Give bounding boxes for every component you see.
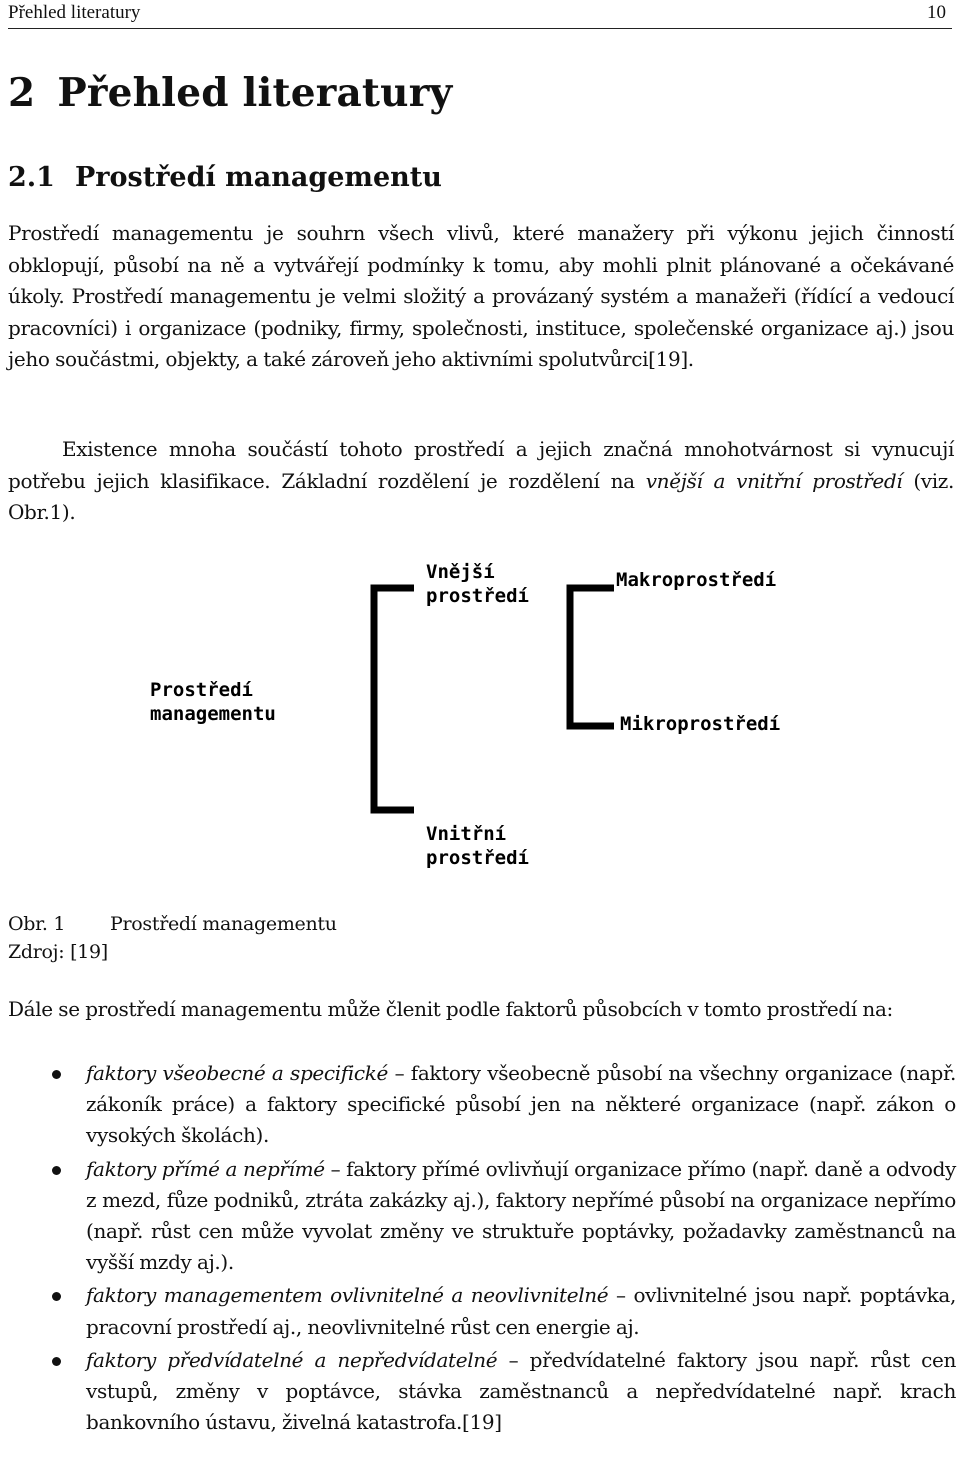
factor-lead: faktory všeobecné a specifické <box>86 1061 389 1085</box>
paragraph-definition: Prostředí managementu je souhrn všech vlivů, které manažery při výkonu jejich činností obklopují, působí na ně a vytvářejí podmínky k tomu, aby mohli plnit plánované a očekávané úkoly. Prostředí managementu je velmi složitý a provázaný systém a manažeři (řídící a vedoucí pracovníci) i organizace (podniky, firmy, společnosti, instituce, společenské organizace aj.) jsou jeho součástmi, objekty, a také zároveň jeho aktivními spolutvůrci[19]. <box>8 221 954 371</box>
paragraph-classification-end: (viz. Obr.1). <box>8 468 954 524</box>
bullet-icon <box>52 1357 61 1366</box>
paragraph-factors-intro: Dále se prostředí managementu může členit podle faktorů působcích v tomto prostředí na: <box>8 997 893 1021</box>
factors-list <box>0 1058 956 1438</box>
bracket-right <box>570 588 614 726</box>
bullet-icon <box>52 1166 61 1175</box>
list-item <box>0 1154 956 1279</box>
section-heading <box>8 160 442 196</box>
factor-text: – ovlivnitelné jsou např. poptávka, pracovní prostředí aj., neovlivnitelné růst cen energie aj. <box>86 1283 956 1339</box>
figure-caption <box>8 910 337 966</box>
list-item <box>0 1280 956 1342</box>
factor-text: – faktory všeobecně působí na všechny organizace (např. zákoník práce) a faktory specifické působí jen na některé organizace (např. zákon o vysokých školách). <box>86 1061 956 1148</box>
bracket-left <box>374 588 414 810</box>
caption-text: Prostředí managementu <box>110 913 337 935</box>
list-item <box>0 1058 956 1152</box>
chapter-heading <box>8 68 452 118</box>
bullet-icon <box>52 1292 61 1301</box>
running-head <box>8 0 952 29</box>
page-number: 10 <box>927 2 946 23</box>
factor-lead: faktory přímé a nepřímé <box>86 1156 325 1181</box>
caption-source: Zdroj: [19] <box>8 941 108 963</box>
chapter-title: Přehled literatury <box>57 70 453 116</box>
caption-number: Obr. 1 <box>8 913 66 935</box>
section-title: Prostředí managementu <box>74 162 442 193</box>
paragraph-classification-emphasis: vnější a vnitřní prostředí <box>645 468 903 493</box>
label-micro-environment: Mikroprostředí <box>620 713 781 735</box>
running-head-title: Přehled literatury <box>8 2 141 23</box>
label-internal-environment: Vnitřní prostředí <box>426 823 529 869</box>
factor-text: – předvídatelné faktory jsou např. růst cen vstupů, změny v poptávce, stávka zaměstnanců a nepředvídatelné např. krach bankovního ústavu, živelná katastrofa.[19] <box>86 1347 956 1435</box>
factor-lead: faktory managementem ovlivnitelné a neovlivnitelné <box>86 1283 609 1308</box>
list-item <box>0 1345 956 1439</box>
paragraph-classification <box>8 434 954 529</box>
factor-lead: faktory předvídatelné a nepředvídatelné <box>86 1347 498 1372</box>
management-environment-diagram <box>142 548 830 894</box>
label-management-environment: Prostředí managementu <box>150 679 276 725</box>
label-external-environment: Vnější prostředí <box>426 561 529 607</box>
paragraph-classification-start: Existence mnoha součástí tohoto prostředí a jejich značná mnohotvárnost si vynucují potřebu jejich klasifikace. Základní rozdělení je rozdělení na <box>8 437 954 493</box>
bullet-icon <box>52 1070 61 1079</box>
chapter-number: 2 <box>8 70 36 116</box>
section-number: 2.1 <box>8 162 55 193</box>
factor-text: – faktory přímé ovlivňují organizace přímo (např. daně a odvody z mezd, fůze podniků, ztráta zakázky aj.), faktory nepřímé působí na organizace nepřímo (např. růst cen může vyvolat změny ve struktuře poptávky, požadavky zaměstnanců na vyšší mzdy aj.). <box>86 1156 957 1275</box>
label-macro-environment: Makroprostředí <box>616 569 777 591</box>
